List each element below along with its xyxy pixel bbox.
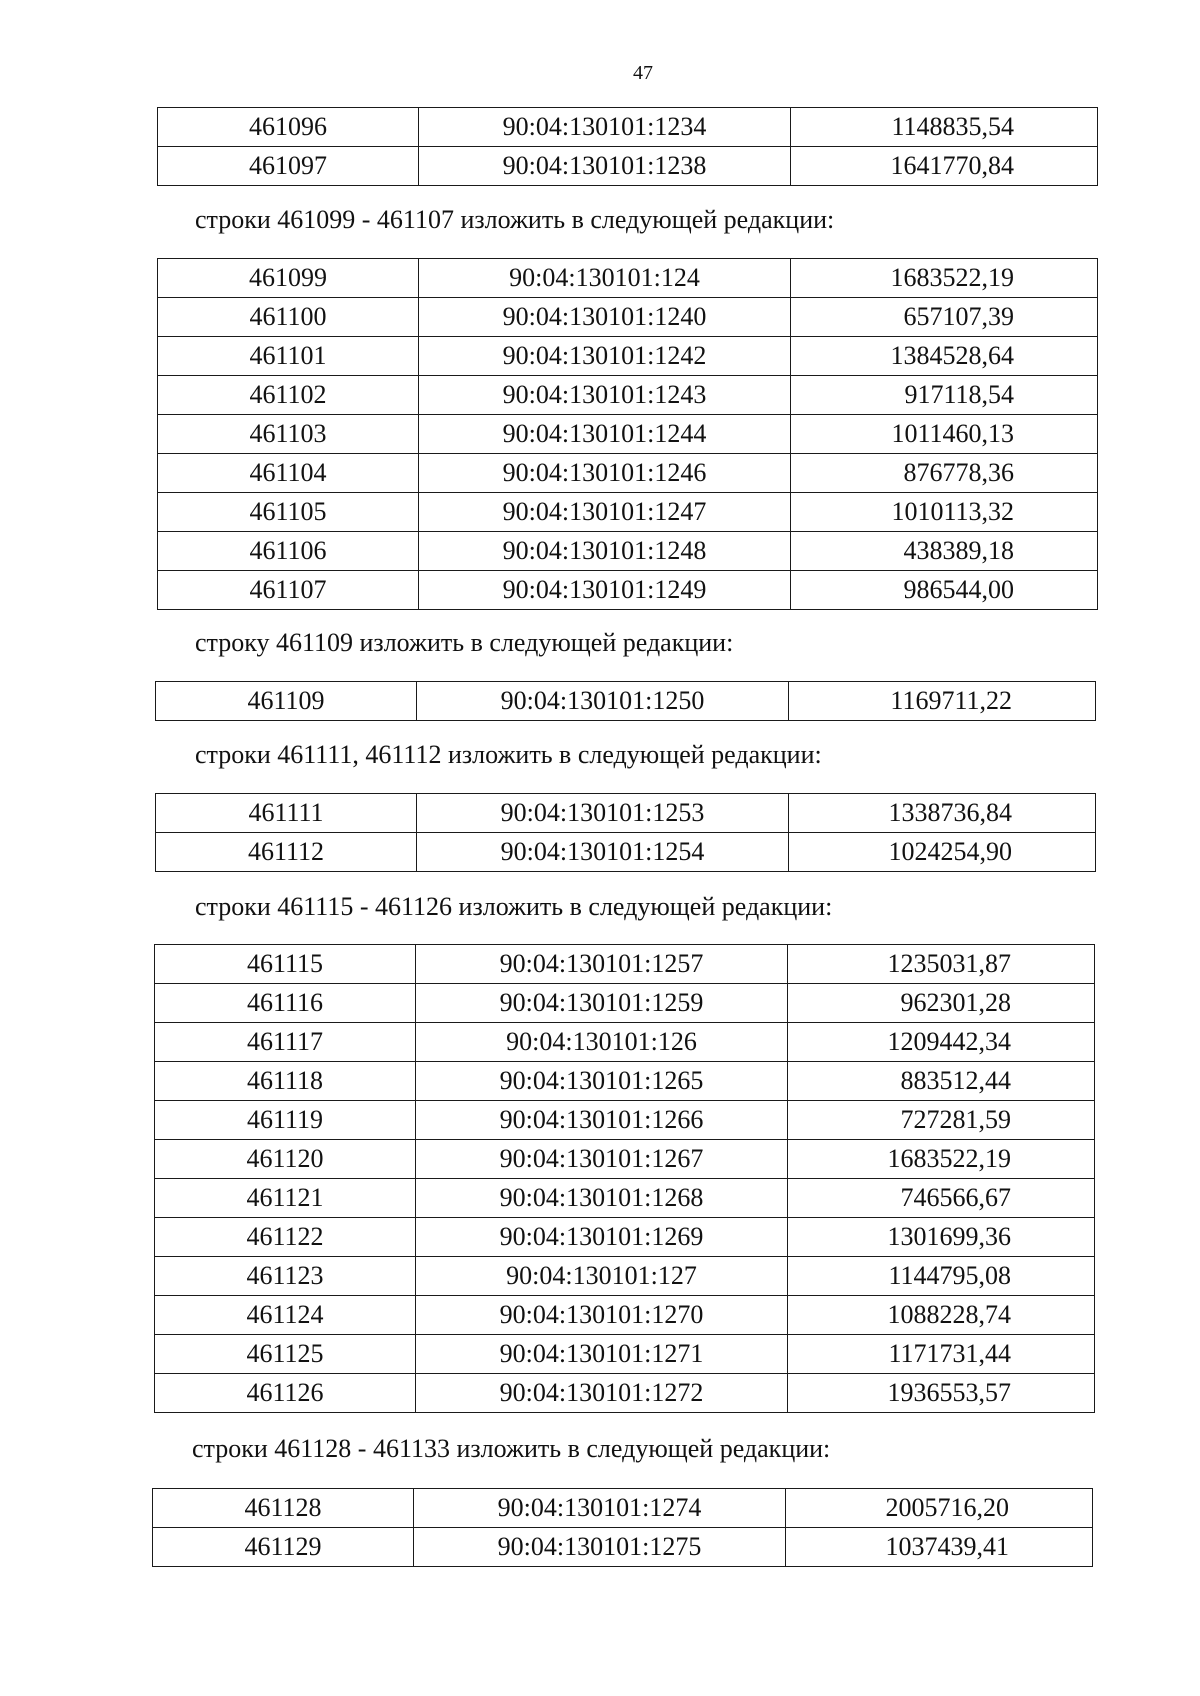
cadastral-number: 90:04:130101:1243 bbox=[419, 376, 791, 415]
row-id: 461128 bbox=[153, 1489, 414, 1528]
row-id: 461099 bbox=[158, 259, 419, 298]
row-id: 461097 bbox=[158, 147, 419, 186]
data-table bbox=[154, 944, 1095, 1413]
table-row bbox=[155, 1374, 1095, 1413]
cadastral-number: 90:04:130101:1266 bbox=[416, 1101, 788, 1140]
row-id: 461111 bbox=[156, 794, 417, 833]
row-id: 461125 bbox=[155, 1335, 416, 1374]
row-value: 1235031,87 bbox=[788, 945, 1095, 984]
table-row bbox=[158, 147, 1098, 186]
section-3-heading-wrap bbox=[195, 740, 822, 770]
row-id: 461129 bbox=[153, 1528, 414, 1567]
row-id: 461103 bbox=[158, 415, 419, 454]
row-value: 962301,28 bbox=[788, 984, 1095, 1023]
row-id: 461122 bbox=[155, 1218, 416, 1257]
table-row bbox=[156, 682, 1096, 721]
cadastral-number: 90:04:130101:1270 bbox=[416, 1296, 788, 1335]
section-heading: строки 461115 - 461126 изложить в следующей редакции: bbox=[195, 892, 833, 921]
section-heading: строки 461128 - 461133 изложить в следующей редакции: bbox=[192, 1434, 831, 1463]
section-heading: строки 461099 - 461107 изложить в следующей редакции: bbox=[195, 205, 835, 234]
row-id: 461104 bbox=[158, 454, 419, 493]
row-value: 727281,59 bbox=[788, 1101, 1095, 1140]
table-row bbox=[155, 1023, 1095, 1062]
table-row bbox=[158, 493, 1098, 532]
data-table bbox=[155, 681, 1096, 721]
row-value: 1209442,34 bbox=[788, 1023, 1095, 1062]
row-id: 461112 bbox=[156, 833, 417, 872]
row-value: 1301699,36 bbox=[788, 1218, 1095, 1257]
section-1-heading-wrap bbox=[195, 205, 834, 235]
cadastral-number: 90:04:130101:1234 bbox=[419, 108, 791, 147]
row-value: 746566,67 bbox=[788, 1179, 1095, 1218]
row-id: 461120 bbox=[155, 1140, 416, 1179]
cadastral-number: 90:04:130101:124 bbox=[419, 259, 791, 298]
cadastral-number: 90:04:130101:1274 bbox=[414, 1489, 786, 1528]
table-row bbox=[158, 571, 1098, 610]
cadastral-number: 90:04:130101:1268 bbox=[416, 1179, 788, 1218]
section-heading: строки 461111, 461112 изложить в следующей редакции: bbox=[195, 740, 822, 769]
row-value: 1148835,54 bbox=[791, 108, 1098, 147]
section-3 bbox=[155, 793, 1096, 872]
section-2 bbox=[155, 681, 1096, 721]
row-value: 1024254,90 bbox=[789, 833, 1096, 872]
section-1 bbox=[157, 258, 1098, 610]
row-value: 1683522,19 bbox=[788, 1140, 1095, 1179]
data-table bbox=[155, 793, 1096, 872]
cadastral-number: 90:04:130101:127 bbox=[416, 1257, 788, 1296]
row-value: 1011460,13 bbox=[791, 415, 1098, 454]
row-value: 1144795,08 bbox=[788, 1257, 1095, 1296]
cadastral-number: 90:04:130101:1272 bbox=[416, 1374, 788, 1413]
page-number: 47 bbox=[633, 62, 653, 84]
row-id: 461117 bbox=[155, 1023, 416, 1062]
table-row bbox=[155, 945, 1095, 984]
table-row bbox=[155, 1335, 1095, 1374]
table-row bbox=[155, 1101, 1095, 1140]
section-0 bbox=[157, 107, 1098, 186]
row-value: 1641770,84 bbox=[791, 147, 1098, 186]
cadastral-number: 90:04:130101:1249 bbox=[419, 571, 791, 610]
row-value: 1683522,19 bbox=[791, 259, 1098, 298]
row-id: 461105 bbox=[158, 493, 419, 532]
row-id: 461107 bbox=[158, 571, 419, 610]
table-row bbox=[155, 984, 1095, 1023]
section-5-heading-wrap bbox=[192, 1434, 830, 1464]
cadastral-number: 90:04:130101:1267 bbox=[416, 1140, 788, 1179]
cadastral-number: 90:04:130101:1254 bbox=[417, 833, 789, 872]
table-row bbox=[156, 833, 1096, 872]
table-row bbox=[155, 1257, 1095, 1296]
row-id: 461102 bbox=[158, 376, 419, 415]
table-row bbox=[158, 454, 1098, 493]
section-4-heading-wrap bbox=[195, 892, 832, 922]
row-value: 1037439,41 bbox=[786, 1528, 1093, 1567]
row-value: 1171731,44 bbox=[788, 1335, 1095, 1374]
table-row bbox=[155, 1140, 1095, 1179]
cadastral-number: 90:04:130101:1271 bbox=[416, 1335, 788, 1374]
section-heading: строку 461109 изложить в следующей редакции: bbox=[195, 628, 734, 657]
cadastral-number: 90:04:130101:1269 bbox=[416, 1218, 788, 1257]
table-row bbox=[158, 415, 1098, 454]
row-id: 461118 bbox=[155, 1062, 416, 1101]
row-value: 2005716,20 bbox=[786, 1489, 1093, 1528]
row-id: 461106 bbox=[158, 532, 419, 571]
table-row bbox=[153, 1528, 1093, 1567]
row-value: 1384528,64 bbox=[791, 337, 1098, 376]
row-id: 461126 bbox=[155, 1374, 416, 1413]
cadastral-number: 90:04:130101:1265 bbox=[416, 1062, 788, 1101]
cadastral-number: 90:04:130101:1275 bbox=[414, 1528, 786, 1567]
row-value: 883512,44 bbox=[788, 1062, 1095, 1101]
table-row bbox=[155, 1179, 1095, 1218]
row-value: 1338736,84 bbox=[789, 794, 1096, 833]
table-row bbox=[155, 1062, 1095, 1101]
row-id: 461096 bbox=[158, 108, 419, 147]
row-value: 876778,36 bbox=[791, 454, 1098, 493]
table-row bbox=[153, 1489, 1093, 1528]
table-row bbox=[155, 1218, 1095, 1257]
row-id: 461109 bbox=[156, 682, 417, 721]
table-row bbox=[158, 259, 1098, 298]
table-row bbox=[155, 1296, 1095, 1335]
data-table bbox=[157, 107, 1098, 186]
cadastral-number: 90:04:130101:1238 bbox=[419, 147, 791, 186]
cadastral-number: 90:04:130101:1240 bbox=[419, 298, 791, 337]
row-id: 461100 bbox=[158, 298, 419, 337]
cadastral-number: 90:04:130101:1259 bbox=[416, 984, 788, 1023]
section-2-heading-wrap bbox=[195, 628, 733, 658]
table-row bbox=[158, 376, 1098, 415]
cadastral-number: 90:04:130101:1244 bbox=[419, 415, 791, 454]
table-row bbox=[156, 794, 1096, 833]
cadastral-number: 90:04:130101:1246 bbox=[419, 454, 791, 493]
row-id: 461121 bbox=[155, 1179, 416, 1218]
data-table bbox=[157, 258, 1098, 610]
row-value: 917118,54 bbox=[791, 376, 1098, 415]
row-value: 1169711,22 bbox=[789, 682, 1096, 721]
cadastral-number: 90:04:130101:1248 bbox=[419, 532, 791, 571]
row-id: 461124 bbox=[155, 1296, 416, 1335]
row-value: 1088228,74 bbox=[788, 1296, 1095, 1335]
section-5 bbox=[152, 1488, 1093, 1567]
row-value: 1010113,32 bbox=[791, 493, 1098, 532]
row-value: 438389,18 bbox=[791, 532, 1098, 571]
row-id: 461116 bbox=[155, 984, 416, 1023]
row-id: 461115 bbox=[155, 945, 416, 984]
data-table bbox=[152, 1488, 1093, 1567]
row-value: 986544,00 bbox=[791, 571, 1098, 610]
row-value: 1936553,57 bbox=[788, 1374, 1095, 1413]
row-id: 461119 bbox=[155, 1101, 416, 1140]
row-id: 461101 bbox=[158, 337, 419, 376]
cadastral-number: 90:04:130101:1257 bbox=[416, 945, 788, 984]
cadastral-number: 90:04:130101:1250 bbox=[417, 682, 789, 721]
cadastral-number: 90:04:130101:1247 bbox=[419, 493, 791, 532]
table-row bbox=[158, 532, 1098, 571]
table-row bbox=[158, 337, 1098, 376]
section-4 bbox=[154, 944, 1095, 1413]
cadastral-number: 90:04:130101:1253 bbox=[417, 794, 789, 833]
cadastral-number: 90:04:130101:1242 bbox=[419, 337, 791, 376]
table-row bbox=[158, 108, 1098, 147]
row-id: 461123 bbox=[155, 1257, 416, 1296]
cadastral-number: 90:04:130101:126 bbox=[416, 1023, 788, 1062]
row-value: 657107,39 bbox=[791, 298, 1098, 337]
table-row bbox=[158, 298, 1098, 337]
